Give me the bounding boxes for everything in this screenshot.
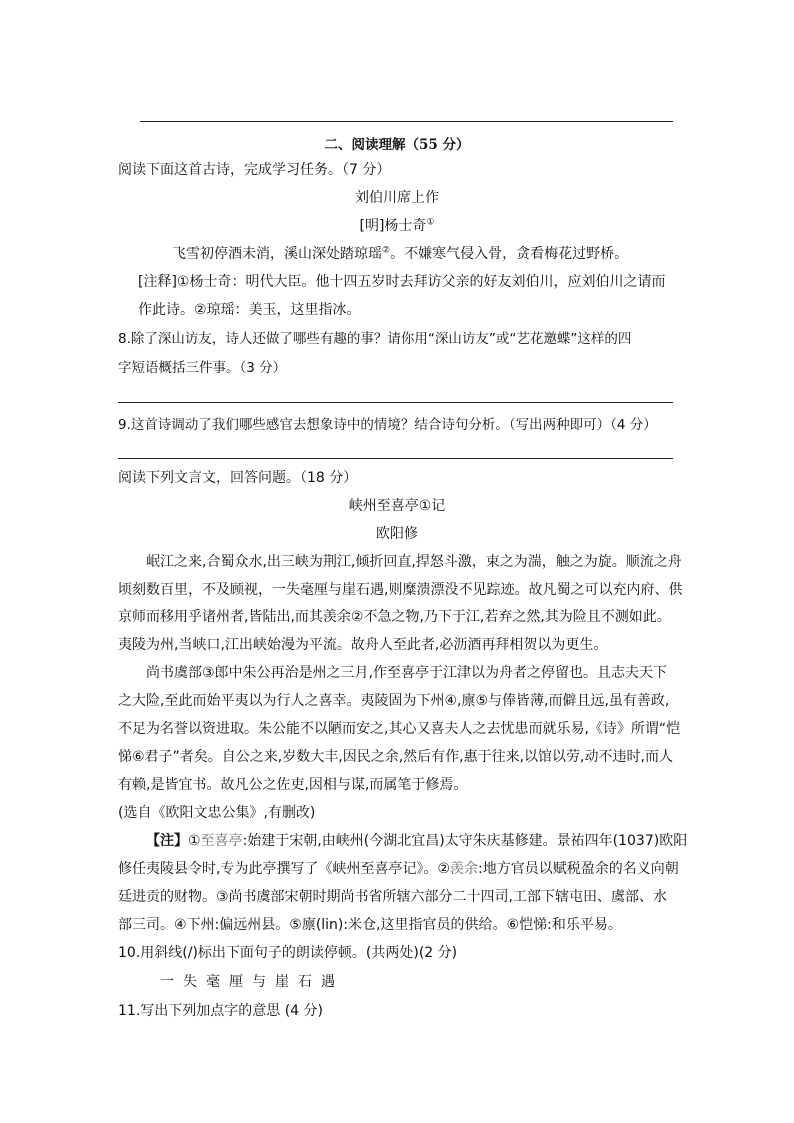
- poem-line-b: 。不嫌寒气侵入骨，贪看梅花过野桥。: [390, 246, 629, 262]
- poem-title: 刘伯川席上作: [355, 190, 439, 206]
- prose-note-3: 廷进贡的财物。③尚书虞部宋朝时期尚书省所辖六部分二十四司,工部下辖屯田、虞部、水: [118, 889, 667, 905]
- prose-p1-line-3: 京师而移用乎诸州者,皆陆出,而其羡余②不急之物,乃下于江,若弃之然,其为险且不测如此。: [118, 609, 671, 625]
- prose-title: 峡州至喜亭①记: [348, 498, 446, 514]
- poem-note-2: 作此诗。②琼瑶：美玉，这里指冰。: [138, 302, 361, 318]
- poem-note-1: [注释]①杨士奇：明代大臣。他十四五岁时去拜访父亲的好友刘伯川，应刘伯川之请而: [138, 274, 666, 290]
- prose-p2-line-5: 有赖,是皆宜书。故凡公之佐吏,因相与谋,而属笔于修焉。: [118, 777, 468, 793]
- top-rule: [140, 121, 673, 122]
- prose-source: (选自《欧阳文忠公集》,有删改): [118, 805, 316, 821]
- prose-note-2-text: 修任夷陵县令时,专为此亭撰写了《峡州至喜亭记》。②: [118, 861, 450, 877]
- q9-answer-line: [118, 458, 673, 459]
- prose-note-2-term: 羡余: [450, 861, 478, 877]
- q10-sentence: 一失毫厘与崖石遇: [160, 974, 344, 990]
- prose-p2-line-2: 之大险,至此而始平夷以为行人之喜幸。夷陵固为下州④,廪⑤与俸皆薄,而僻且远,虽有善政,: [118, 693, 670, 709]
- prose-task: 阅读下列文言文，回答问题。（18 分）: [118, 470, 358, 486]
- prose-note-4: 部三司。④下州:偏远州县。⑤廪(lin):米仓,这里指官员的供给。⑥恺悌:和乐平易。: [118, 917, 622, 933]
- prose-note-1-text: :始建于宋朝,由峡州(今湖北宜昌)太守朱庆基修建。景祐四年(1037)欧阳: [242, 833, 688, 849]
- poem-line-note-mark: ②: [382, 245, 391, 256]
- q9-line-1: 9.这首诗调动了我们哪些感官去想象诗中的情境？结合诗句分析。（写出两种即可）（4 分）: [118, 417, 657, 433]
- prose-p1-line-4: 夷陵为州,当峡口,江出峡始漫为平流。故舟人至此者,必沥酒再拜相贺以为更生。: [118, 637, 608, 653]
- poem-task: 阅读下面这首古诗，完成学习任务。（7 分）: [118, 162, 391, 178]
- q8-line-1: 8.除了深山访友，诗人还做了哪些有趣的事？请你用“深山访友”或“艺花邀蝶”这样的四: [118, 331, 632, 347]
- prose-p2-line-3: 不足为名誉以资进取。朱公能不以陋而安之,其心又喜夫人之去忧患而就乐易,《诗》所谓“恺: [118, 721, 681, 737]
- prose-note-2: [118, 858, 679, 878]
- prose-p2-line-4: 悌⑥君子”者矣。自公之来,岁数大丰,因民之余,然后有作,惠于往来,以馆以劳,动不违时,而人: [118, 749, 673, 765]
- prose-note-1-term: 至喜亭: [200, 833, 243, 849]
- prose-p1-line-2: 顷刻数百里，不及顾视，一失毫厘与崖石遇,则糜溃漂没不见踪迹。故凡蜀之可以充内府、供: [118, 582, 683, 598]
- prose-note-tag: 【注】: [146, 833, 188, 849]
- prose-p2-line-1: 尚书虞部③郎中朱公再治是州之三月,作至喜亭于江津以为舟者之停留也。且志夫天下: [146, 665, 667, 681]
- poem-line-a: 飞雪初停酒未消，溪山深处踏琼瑶: [172, 246, 382, 262]
- prose-p1-line-1: 岷江之来,合蜀众水,出三峡为荆江,倾折回直,捍怒斗激，束之为湍，触之为旋。顺流之舟: [146, 554, 682, 570]
- poem-lines: [172, 243, 628, 263]
- q11-prompt: 11.写出下列加点字的意思 (4 分): [118, 1003, 323, 1019]
- section-title: 二、阅读理解（55 分）: [324, 137, 470, 153]
- prose-author: 欧阳修: [376, 526, 418, 542]
- prose-note-1: [146, 830, 687, 850]
- poem-author-name: [明]杨士奇: [359, 218, 427, 234]
- q8-answer-line: [118, 402, 673, 403]
- poem-author: [0, 215, 794, 235]
- prose-note-2-rest: :地方官员以赋税盈余的名义向朝: [478, 861, 679, 877]
- poem-author-note-mark: ①: [426, 217, 435, 228]
- q8-line-2: 字短语概括三件事。（3 分）: [118, 360, 287, 376]
- prose-note-1-mark: ①: [188, 833, 201, 849]
- q10-prompt: 10.用斜线(/)标出下面句子的朗读停顿。(共两处)(2 分): [118, 945, 458, 961]
